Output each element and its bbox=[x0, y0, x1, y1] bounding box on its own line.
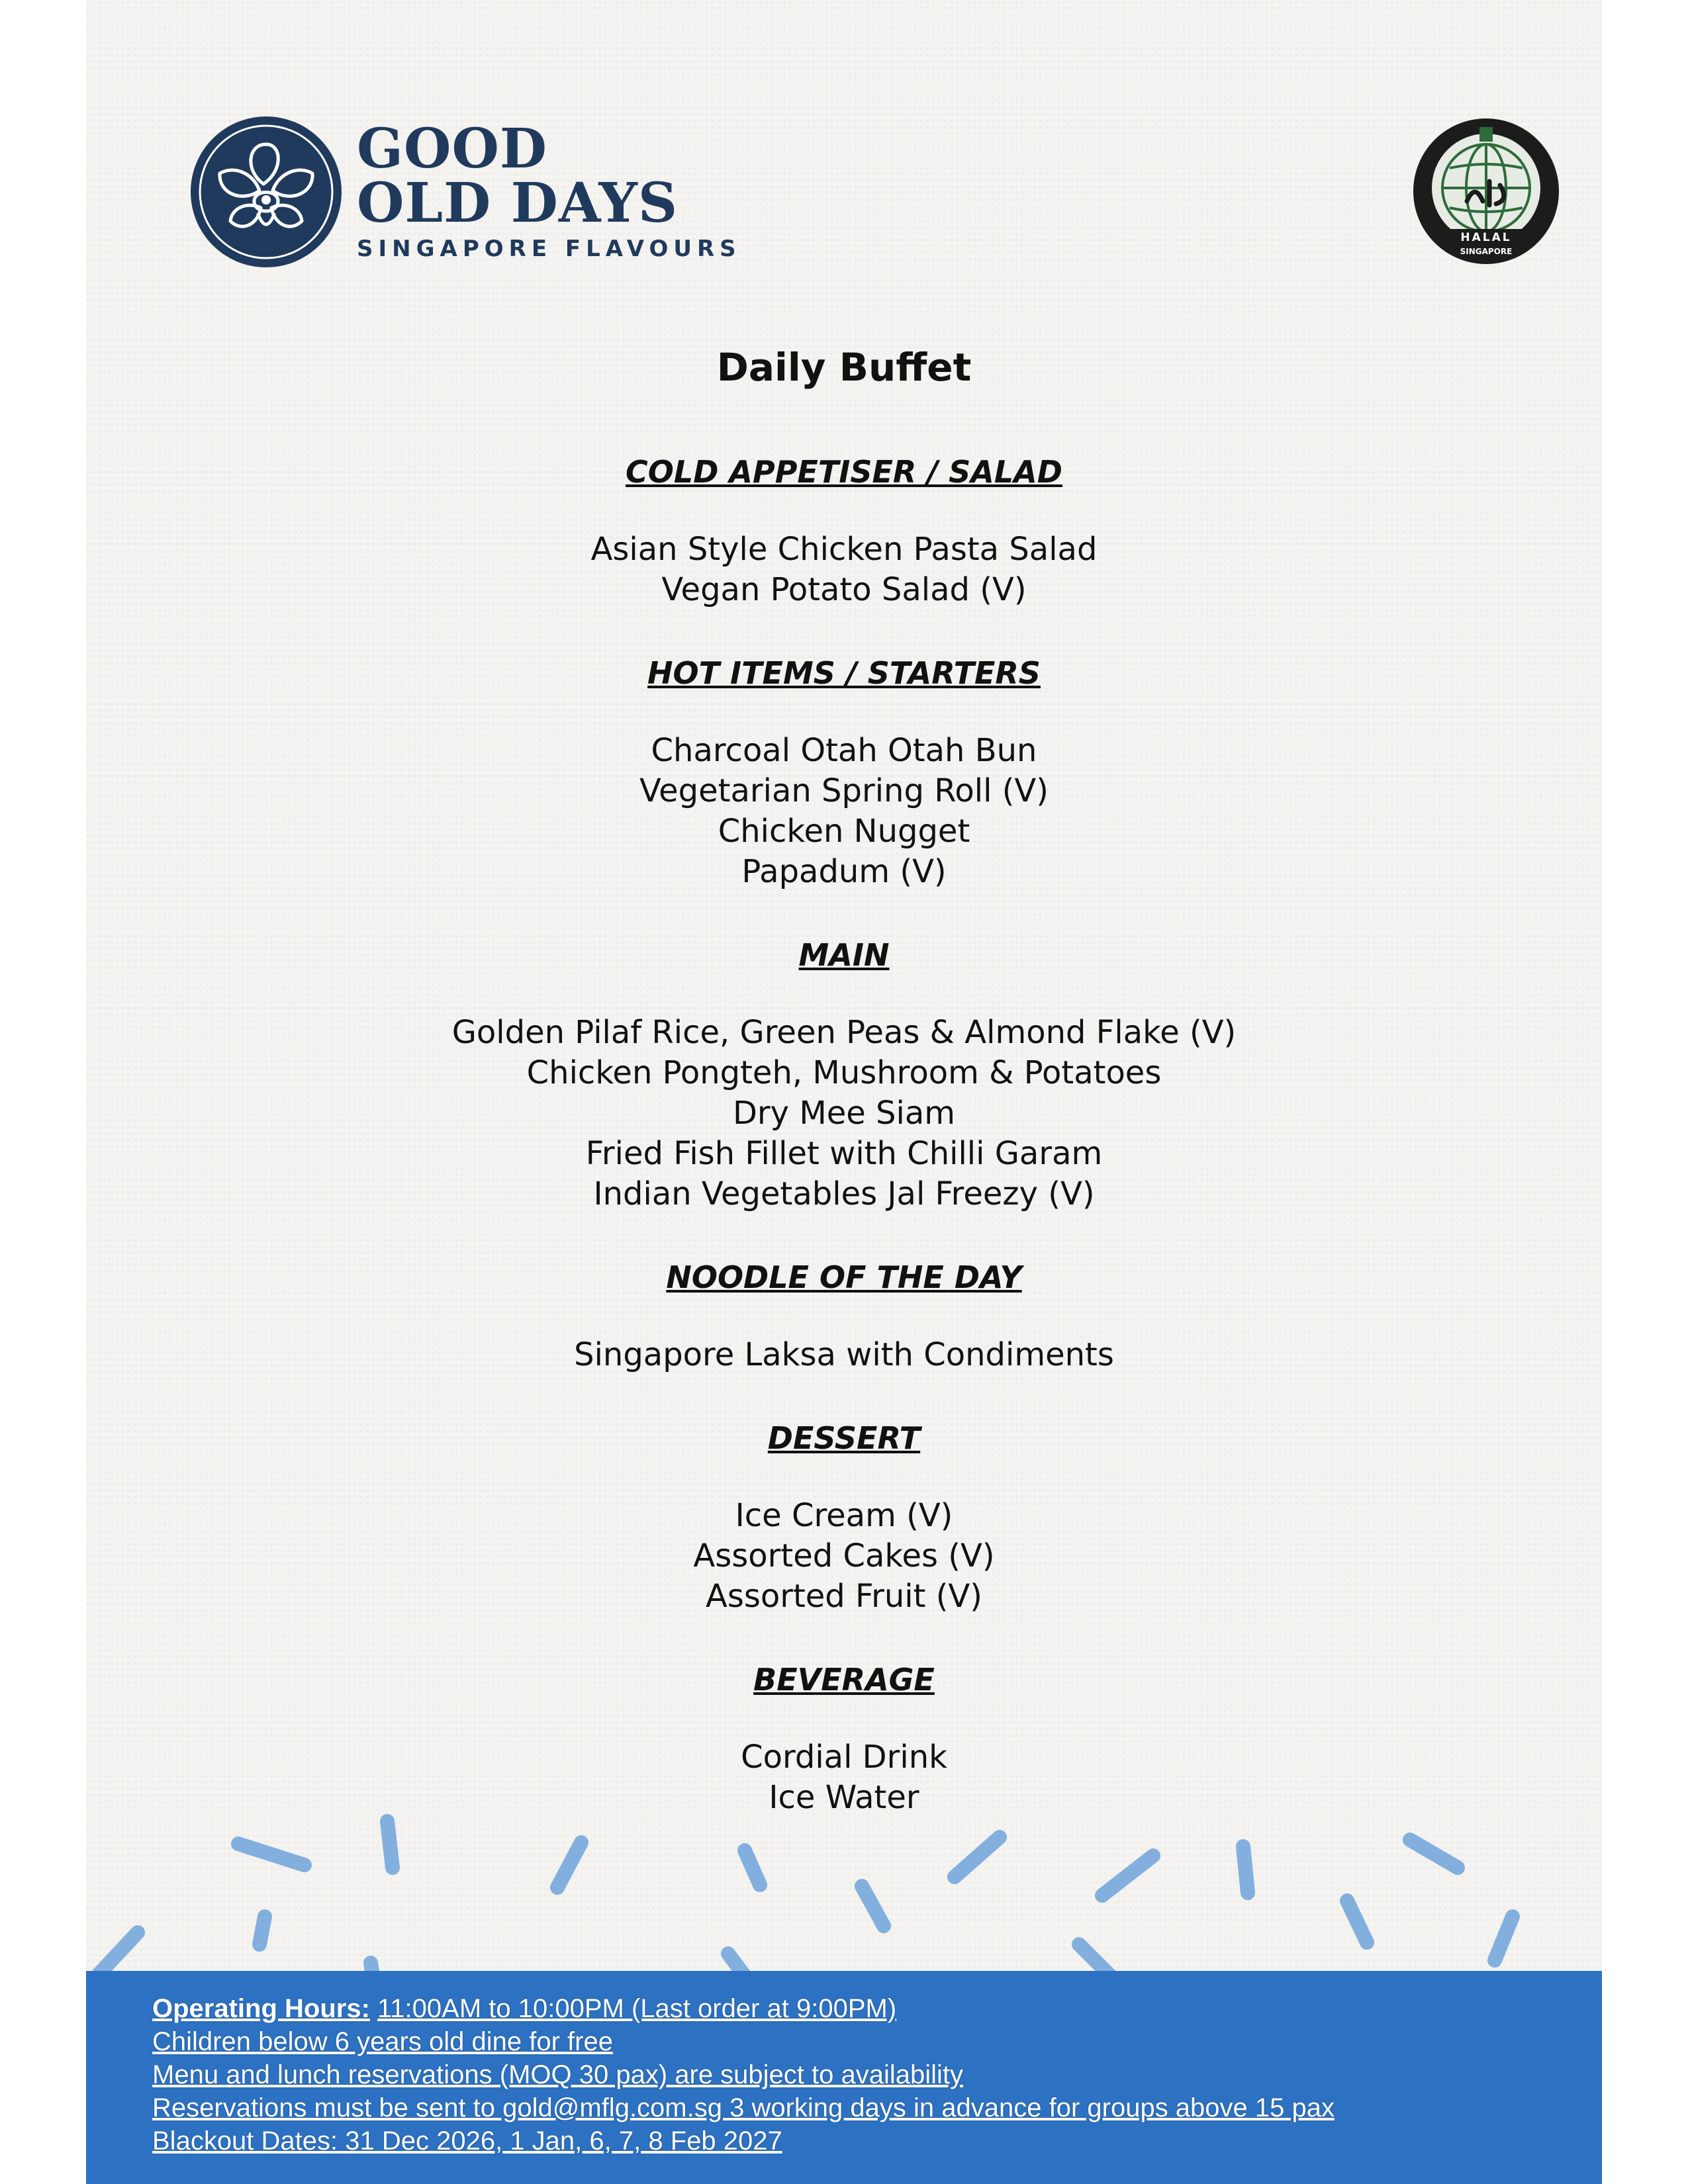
menu-sheet bbox=[86, 0, 1602, 2184]
menu-section bbox=[86, 451, 1602, 610]
menu-item: Fried Fish Fillet with Chilli Garam bbox=[585, 1135, 1103, 1172]
footer-lines bbox=[152, 1992, 1335, 2158]
halal-sublabel: SINGAPORE bbox=[1460, 247, 1513, 256]
operating-hours-value: 11:00AM to 10:00PM (Last order at 9:00PM) bbox=[377, 1994, 897, 2023]
decorative-dash bbox=[259, 1917, 265, 1944]
brand-name-line1: GOOD bbox=[357, 117, 547, 181]
menu-section bbox=[86, 934, 1602, 1214]
footer-note: Blackout Dates: 31 Dec 2026, 1 Jan, 6, 7, 8 Feb 2027 bbox=[152, 2126, 782, 2156]
decorative-dash bbox=[1495, 1917, 1513, 1960]
menu-item: Vegan Potato Salad (V) bbox=[661, 571, 1027, 608]
menu-item: Golden Pilaf Rice, Green Peas & Almond Flake (V) bbox=[451, 1014, 1237, 1051]
decorative-dash bbox=[955, 1837, 1000, 1877]
operating-hours-line bbox=[152, 1992, 1335, 2025]
decorative-dash bbox=[1243, 1846, 1248, 1893]
decorative-dash bbox=[99, 1933, 138, 1974]
decorative-dash bbox=[1102, 1856, 1153, 1895]
brand-tagline: SINGAPORE FLAVOURS bbox=[357, 236, 741, 262]
section-heading: MAIN bbox=[798, 937, 890, 973]
menu-section bbox=[86, 653, 1602, 892]
footer-note: Menu and lunch reservations (MOQ 30 pax) are subject to availability bbox=[152, 2060, 964, 2089]
menu-item: Singapore Laksa with Condiments bbox=[574, 1336, 1114, 1373]
halal-singapore-seal-icon bbox=[1411, 116, 1561, 266]
menu-item: Dry Mee Siam bbox=[732, 1095, 956, 1132]
menu-item: Cordial Drink bbox=[741, 1739, 947, 1776]
orchid-flower-icon bbox=[189, 115, 343, 269]
menu-item: Assorted Cakes (V) bbox=[693, 1537, 995, 1574]
menu-item: Chicken Nugget bbox=[718, 813, 970, 850]
brand-logo bbox=[189, 115, 785, 267]
menu-item: Charcoal Otah Otah Bun bbox=[651, 732, 1037, 769]
menu-item: Indian Vegetables Jal Freezy (V) bbox=[593, 1175, 1095, 1212]
menu-item: Asian Style Chicken Pasta Salad bbox=[590, 531, 1098, 568]
section-heading: DESSERT bbox=[767, 1420, 921, 1456]
info-footer bbox=[86, 1971, 1602, 2184]
footer-note: Reservations must be sent to gold@mflg.com.sg 3 working days in advance for groups above 15 pax bbox=[152, 2093, 1335, 2122]
decorative-dash bbox=[1347, 1901, 1367, 1942]
menu-sections bbox=[86, 451, 1602, 1818]
menu-section bbox=[86, 1418, 1602, 1617]
section-heading: COLD APPETISER / SALAD bbox=[626, 454, 1062, 490]
section-heading: NOODLE OF THE DAY bbox=[666, 1259, 1022, 1295]
menu-item: Ice Water bbox=[769, 1779, 919, 1816]
decorative-dash bbox=[862, 1886, 884, 1926]
brand-wordmark bbox=[357, 117, 741, 262]
decorative-dash bbox=[557, 1843, 581, 1888]
decorative-dash bbox=[1410, 1840, 1458, 1868]
brand-name-line2: OLD DAYS bbox=[357, 171, 679, 235]
menu-section bbox=[86, 1257, 1602, 1375]
operating-hours-label: Operating Hours: bbox=[152, 1994, 370, 2023]
menu-item: Papadum (V) bbox=[741, 853, 947, 890]
decorative-dash bbox=[238, 1844, 305, 1865]
footer-note: Children below 6 years old dine for free bbox=[152, 2027, 613, 2056]
menu-title: Daily Buffet bbox=[716, 345, 972, 390]
halal-label: HALAL bbox=[1460, 231, 1512, 244]
menu-item: Chicken Pongteh, Mushroom & Potatoes bbox=[526, 1054, 1162, 1091]
section-heading: BEVERAGE bbox=[753, 1662, 935, 1698]
menu-item: Assorted Fruit (V) bbox=[705, 1578, 982, 1615]
menu-content bbox=[86, 338, 1602, 1860]
section-heading: HOT ITEMS / STARTERS bbox=[647, 655, 1041, 691]
decorative-dash bbox=[745, 1850, 760, 1885]
menu-item: Ice Cream (V) bbox=[735, 1497, 953, 1534]
menu-item: Vegetarian Spring Roll (V) bbox=[639, 772, 1049, 809]
decorative-dash bbox=[387, 1821, 393, 1868]
